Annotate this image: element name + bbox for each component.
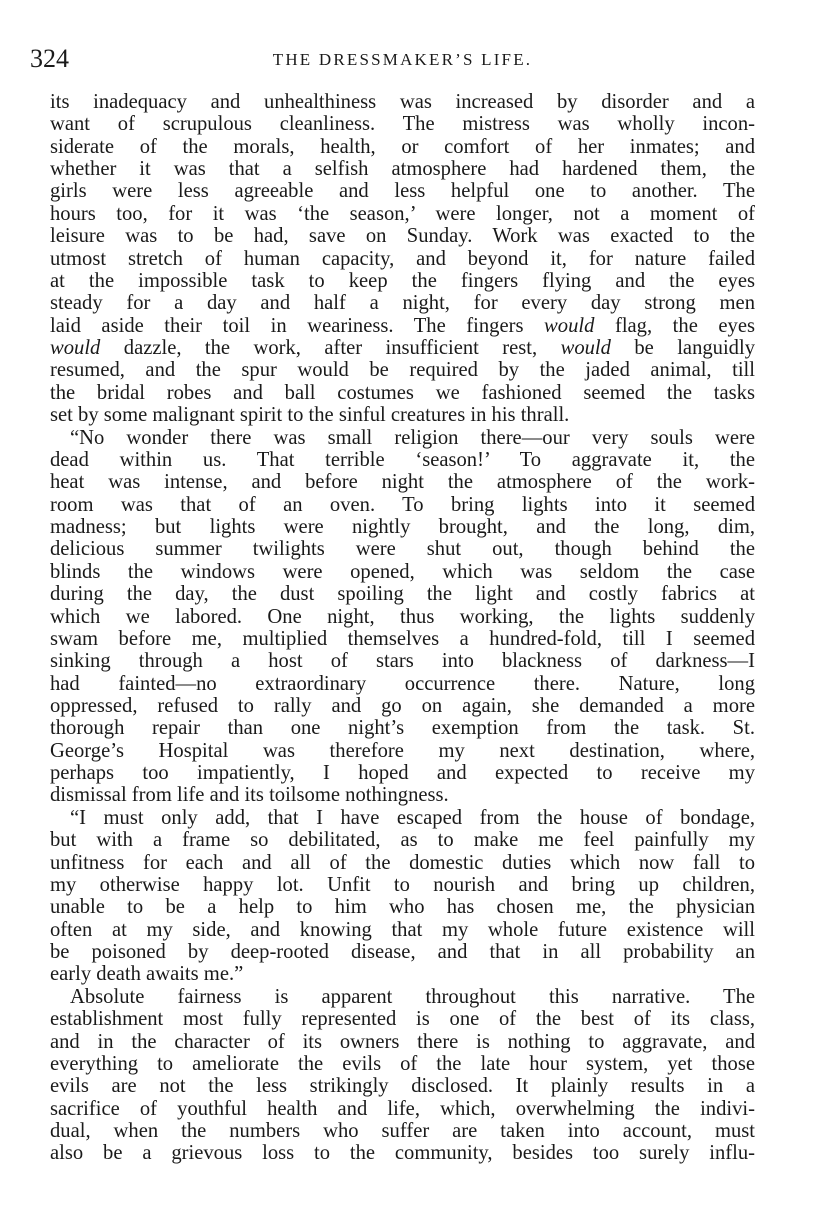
text-line: oppressed, refused to rally and go on again, she demanded a more [50,694,755,717]
text-line: hours too, for it was ‘the season,’ were longer, not a moment of [50,202,755,225]
italic-word: would [544,314,595,337]
text-line: George’s Hospital was therefore my next destination, where, [50,739,755,762]
text-line: swam before me, multiplied themselves a hundred-fold, till I seemed [50,627,755,650]
running-head [30,44,775,76]
text-line: girls were less agreeable and less helpful one to another. The [50,180,755,203]
text-line: its inadequacy and unhealthiness was increased by disorder and a [50,91,755,113]
text-line: want of scrupulous cleanliness. The mistress was wholly incon- [50,113,755,136]
text-run: laid aside their toil in weariness. The fingers [50,314,545,337]
text-run: be languidly [610,337,755,360]
text-line: heat was intense, and before night the atmosphere of the work- [50,471,755,494]
text-line: utmost stretch of human capacity, and beyond it, for nature failed [50,247,755,270]
text-line: sinking through a host of stars into blackness of darkness—I [50,650,755,673]
text-line: “I must only add, that I have escaped from the house of bondage, [70,806,755,829]
text-line: which we labored. One night, thus working, the lights suddenly [50,605,755,628]
text-line: dual, when the numbers who suffer are taken into account, must [50,1120,755,1143]
text-line: “No wonder there was small religion there—our very souls were [70,426,755,449]
text-line: thorough repair than one night’s exemption from the task. St. [50,717,755,740]
text-line: leisure was to be had, save on Sunday. Work was exacted to the [50,225,755,248]
italic-word: would [50,337,101,360]
text-line: unable to be a help to him who has chosen me, the physician [50,896,755,919]
text-line: set by some malignant spirit to the sinful creatures in his thrall. [50,404,570,427]
text-line: at the impossible task to keep the fingers flying and the eyes [50,269,755,292]
italic-word: would [560,337,611,360]
text-line: sacrifice of youthful health and life, which, overwhelming the indivi- [50,1097,755,1120]
text-line: Absolute fairness is apparent throughout this narrative. The [70,985,755,1008]
running-title: THE DRESSMAKER’S LIFE. [272,50,533,69]
text-line: whether it was that a selfish atmosphere had hardened them, the [50,158,755,181]
page-number: 324 [30,44,69,73]
text-run: dazzle, the work, after insufficient rest, [100,337,561,360]
text-line: perhaps too impatiently, I hoped and expected to receive my [50,762,755,785]
text-run: flag, the eyes [594,314,755,337]
text-line [50,337,755,360]
text-line: resumed, and the spur would be required by the jaded animal, till [50,359,755,382]
text-line: establishment most fully represented is one of the best of its class, [50,1008,755,1031]
text-line: but with a frame so debilitated, as to make me feel painfully my [50,829,755,852]
text-line: had fainted—no extraordinary occurrence there. Nature, long [50,672,755,695]
text-line: dismissal from life and its toilsome nothingness. [50,784,449,807]
text-line: steady for a day and half a night, for every day strong men [50,292,755,315]
text-line: often at my side, and knowing that my whole future existence will [50,918,755,941]
text-line: evils are not the less strikingly disclosed. It plainly results in a [50,1075,755,1098]
text-line: delicious summer twilights were shut out, though behind the [50,538,755,561]
text-line: blinds the windows were opened, which was seldom the case [50,560,755,583]
text-line: madness; but lights were nightly brought, and the long, dim, [50,516,755,539]
text-line: early death awaits me.” [50,963,244,986]
text-line: siderate of the morals, health, or comfort of her inmates; and [50,135,755,158]
text-line: also be a grievous loss to the community, besides too surely influ- [50,1142,755,1165]
text-line: unfitness for each and all of the domestic duties which now fall to [50,851,755,874]
text-line: be poisoned by deep-rooted disease, and that in all probability an [50,941,755,964]
text-line: during the day, the dust spoiling the light and costly fabrics at [50,583,755,606]
text-line: the bridal robes and ball costumes we fashioned seemed the tasks [50,381,755,404]
text-line: and in the character of its owners there is nothing to aggravate, and [50,1030,755,1053]
text-line: my otherwise happy lot. Unfit to nourish and bring up children, [50,873,755,896]
text-line: everything to ameliorate the evils of the late hour system, yet those [50,1052,755,1075]
text-line: dead within us. That terrible ‘season!’ To aggravate it, the [50,448,755,471]
text-line [50,315,755,338]
text-line: room was that of an oven. To bring lights into it seemed [50,493,755,516]
